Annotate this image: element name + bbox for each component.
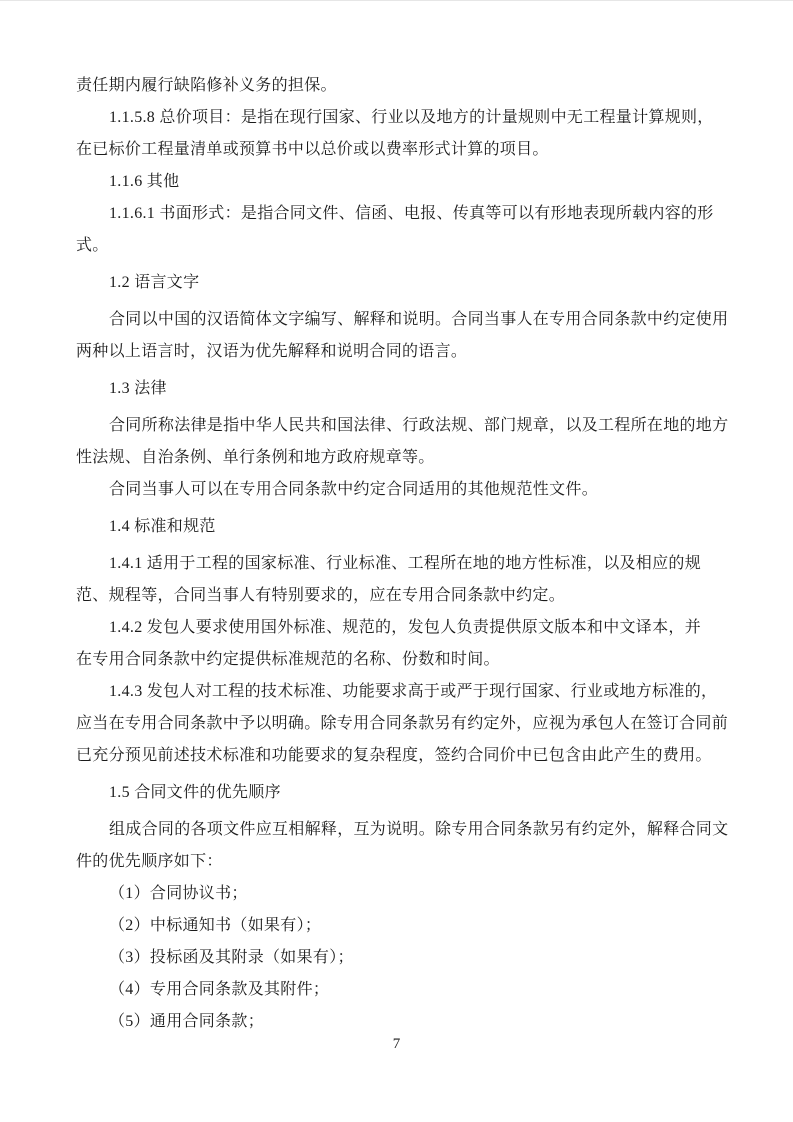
heading-1-4-standards: 1.4 标准和规范 [109, 518, 216, 535]
clause-1-1-5-8-line2: 在已标价工程量清单或预算书中以总价或以费率形式计算的项目。 [76, 141, 549, 158]
priority-list-item-1: （1）合同协议书； [109, 885, 248, 902]
clause-1-5-line1: 组成合同的各项文件应互相解释，互为说明。除专用合同条款另有约定外，解释合同文 [109, 821, 729, 838]
priority-list-item-3: （3）投标函及其附录（如果有）； [109, 949, 354, 966]
clause-1-2-line2: 两种以上语言时，汉语为优先解释和说明合同的语言。 [76, 343, 468, 360]
clause-1-3-para1-line2: 性法规、自治条例、单行条例和地方政府规章等。 [76, 449, 435, 466]
clause-1-2-line1: 合同以中国的汉语简体文字编写、解释和说明。合同当事人在专用合同条款中约定使用 [109, 311, 729, 328]
clause-1-4-3-line2: 应当在专用合同条款中予以明确。除专用合同条款另有约定外，应视为承包人在签订合同前 [76, 715, 729, 732]
clause-1-1-5-7-continuation: 责任期内履行缺陷修补义务的担保。 [76, 77, 337, 94]
clause-1-4-1-line2: 范、规程等，合同当事人有特别要求的，应在专用合同条款中约定。 [76, 587, 566, 604]
clause-1-4-3-line3: 已充分预见前述技术标准和功能要求的复杂程度，签约合同价中已包含由此产生的费用。 [76, 747, 712, 764]
clause-1-5-line2: 件的优先顺序如下： [76, 853, 223, 870]
heading-1-2-language: 1.2 语言文字 [109, 274, 200, 291]
document-body [76, 70, 729, 1038]
heading-1-3-law: 1.3 法律 [109, 380, 167, 397]
priority-list-item-4: （4）专用合同条款及其附件； [109, 981, 330, 998]
priority-list-item-2: （2）中标通知书（如果有）； [109, 917, 322, 934]
clause-1-1-6-1-line1: 1.1.6.1 书面形式：是指合同文件、信函、电报、传真等可以有形地表现所载内容的形 [109, 205, 714, 222]
clause-1-4-3-line1: 1.4.3 发包人对工程的技术标准、功能要求高于或严于现行国家、行业或地方标准的， [109, 683, 718, 700]
heading-1-5-priority-order: 1.5 合同文件的优先顺序 [109, 784, 281, 801]
clause-1-4-2-line1: 1.4.2 发包人要求使用国外标准、规范的，发包人负责提供原文版本和中文译本，并 [109, 619, 702, 636]
page-number: 7 [392, 1036, 401, 1052]
clause-1-1-5-8-line1: 1.1.5.8 总价项目：是指在现行国家、行业以及地方的计量规则中无工程量计算规则， [109, 109, 714, 126]
clause-1-1-6-heading: 1.1.6 其他 [109, 173, 180, 190]
clause-1-4-1-line1: 1.4.1 适用于工程的国家标准、行业标准、工程所在地的地方性标准，以及相应的规 [109, 555, 702, 572]
clause-1-1-6-1-line2: 式。 [76, 237, 109, 254]
clause-1-3-para2: 合同当事人可以在专用合同条款中约定合同适用的其他规范性文件。 [109, 481, 599, 498]
clause-1-3-para1-line1: 合同所称法律是指中华人民共和国法律、行政法规、部门规章，以及工程所在地的地方 [109, 417, 729, 434]
clause-1-4-2-line2: 在专用合同条款中约定提供标准规范的名称、份数和时间。 [76, 651, 500, 668]
priority-list-item-5: （5）通用合同条款； [109, 1013, 265, 1030]
